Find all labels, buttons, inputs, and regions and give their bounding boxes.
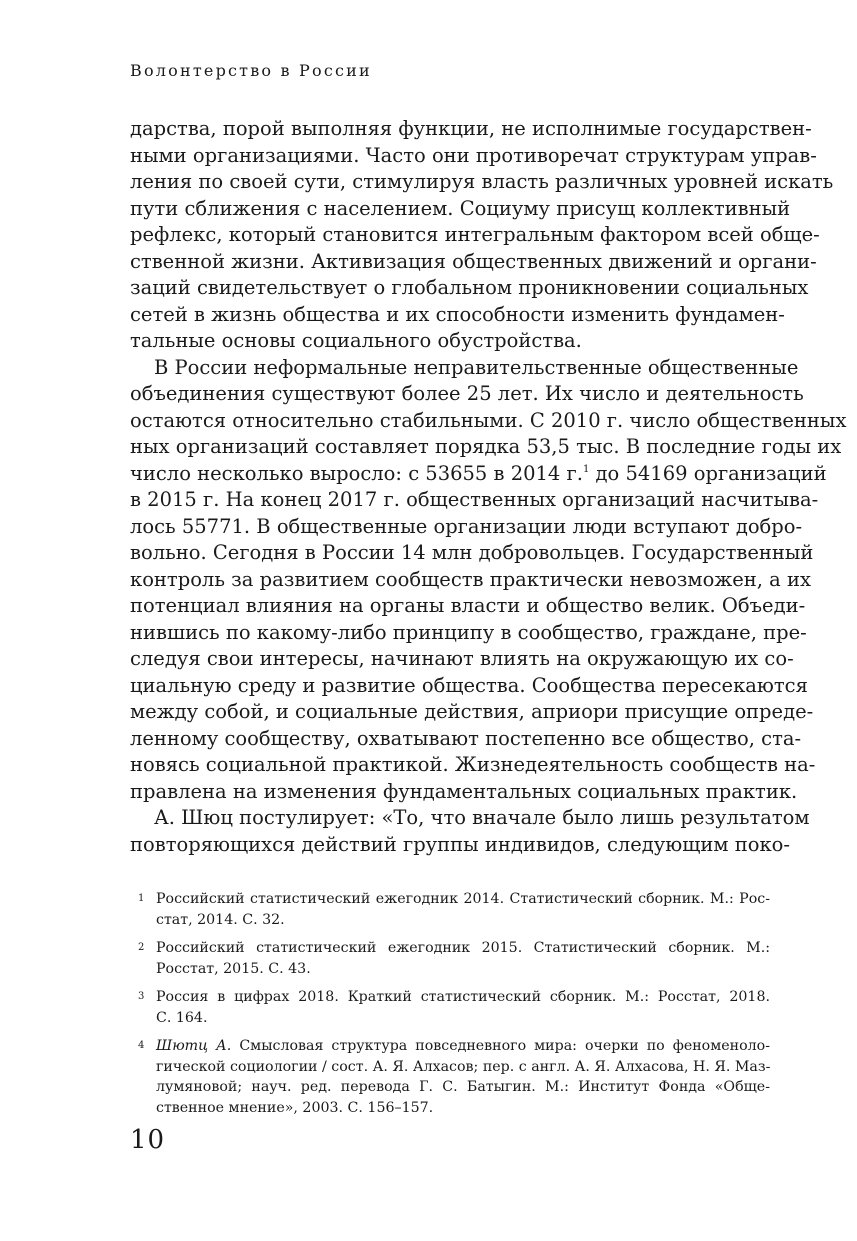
footnote-line: стат, 2014. С. 32. [156, 911, 285, 928]
footnote-number: 2 [138, 942, 145, 953]
text-span: число несколько выросло: с 53655 в 2014 г. [130, 461, 583, 485]
footnote-ref: 1 [582, 463, 590, 475]
footnote-author: Шютц А. [156, 1038, 232, 1054]
text-line-with-footnote-ref [130, 461, 827, 488]
footnote-line: Росстат, 2015. С. 43. [156, 960, 311, 977]
footnote-line: Российский статистический ежегодник 2015. Статистический сборник. М.: [156, 940, 770, 956]
running-head: Волонтерство в России [130, 61, 372, 80]
text-line: потенциал влияния на органы власти и общество велик. Объеди- [130, 594, 806, 617]
footnote-line: С. 164. [156, 1009, 208, 1026]
footnote-number: 4 [138, 1040, 145, 1051]
body-text [130, 116, 847, 858]
text-line: дарства, порой выполняя функции, не исполнимые государствен- [130, 117, 812, 140]
text-line: заций свидетельствует о глобальном проникновении социальных [130, 276, 809, 299]
text-span: Смысловая структура повседневного мира: очерки по феноменоло- [231, 1038, 770, 1054]
text-line: А. Шюц постулирует: «То, что вначале было лишь результатом [154, 806, 810, 829]
text-line: объединения существуют более 25 лет. Их число и деятельность [130, 382, 804, 405]
text-line: ственной жизни. Активизация общественных движений и органи- [130, 249, 817, 273]
text-line: вольно. Сегодня в России 14 млн добровольцев. Государственный [130, 541, 814, 564]
text-span: до 54169 организаций [589, 461, 827, 485]
footnote-line: ственное мнение», 2003. С. 156–157. [156, 1099, 434, 1116]
page-number: 10 [130, 1125, 166, 1155]
footnote-number: 3 [138, 991, 145, 1002]
text-line: В России неформальные неправительственные общественные [154, 355, 799, 379]
text-line: в 2015 г. На конец 2017 г. общественных организаций насчитыва- [130, 488, 819, 511]
text-line: сетей в жизнь общества и их способности изменить фундамен- [130, 302, 785, 326]
footnote [138, 1036, 770, 1118]
text-line: циальную среду и развитие общества. Сообщества пересекаются [130, 673, 808, 697]
footnote-line: гической социологии / сост. А. Я. Алхасов; пер. с англ. А. Я. Алхасова, Н. Я. Маз- [156, 1058, 771, 1075]
text-line: тальные основы социального обустройства. [130, 329, 582, 352]
text-line: повторяющихся действий группы индивидов, следующим поко- [130, 832, 791, 856]
footnote-number: 1 [138, 893, 145, 904]
footnote-line: Российский статистический ежегодник 2014. Статистический сборник. М.: Рос- [156, 891, 770, 907]
text-line: лось 55771. В общественные организации люди вступают добро- [130, 514, 803, 538]
text-line: следуя свои интересы, начинают влиять на окружающую их со- [130, 647, 794, 670]
text-line: пути сближения с населением. Социуму присущ коллективный [130, 196, 791, 220]
text-line: новясь социальной практикой. Жизнедеятельность сообществ на- [130, 753, 816, 776]
text-line: ленному сообществу, охватывают постепенно все общество, ста- [130, 726, 802, 750]
text-line: ных организаций составляет порядка 53,5 тыс. В последние годы их [130, 435, 842, 458]
footnote [138, 987, 770, 1028]
text-line: нившись по какому-либо принципу в сообщество, граждане, пре- [130, 620, 807, 644]
text-line: остаются относительно стабильными. С 2010 г. число общественных [130, 408, 847, 432]
footnote-line: Россия в цифрах 2018. Краткий статистический сборник. М.: Росстат, 2018. [156, 989, 770, 1005]
text-line: рефлекс, который становится интегральным фактором всей обще- [130, 223, 820, 246]
footnote [138, 938, 770, 979]
footnote [138, 889, 770, 930]
text-line: ления по своей сути, стимулируя власть различных уровней искать [130, 170, 834, 193]
text-line: правлена на изменения фундаментальных социальных практик. [130, 779, 798, 803]
footnotes [138, 889, 770, 1126]
text-line: между собой, и социальные действия, априори присущие опреде- [130, 700, 814, 723]
text-line: контроль за развитием сообществ практически невозможен, а их [130, 567, 812, 591]
footnote-line [156, 1036, 770, 1057]
text-line: ными организациями. Часто они противоречат структурам управ- [130, 143, 817, 167]
footnote-line: лумяновой; науч. ред. перевода Г. С. Батыгин. М.: Институт Фонда «Обще- [156, 1079, 770, 1095]
